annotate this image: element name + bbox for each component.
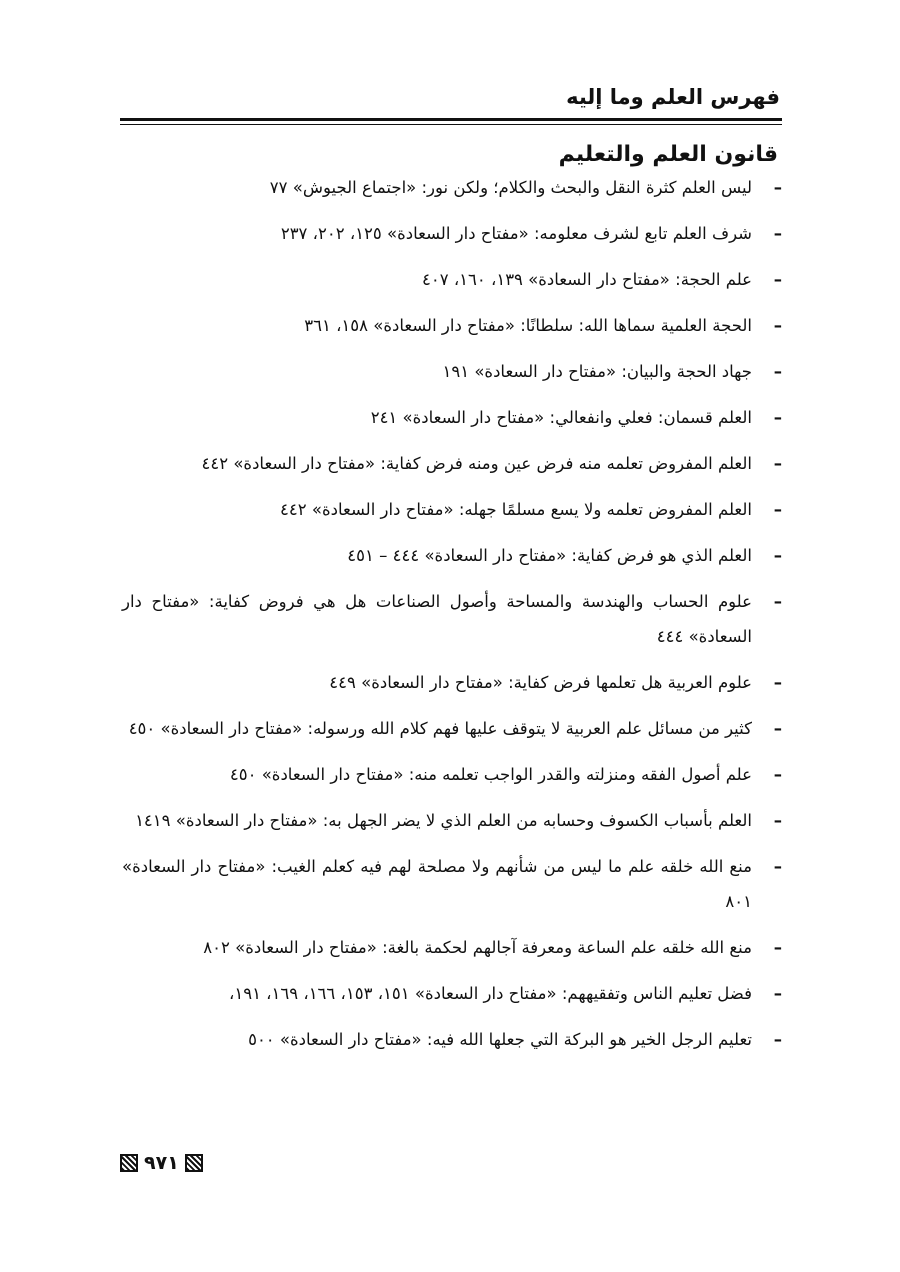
- entry-text: علم الحجة: «مفتاح دار السعادة» ١٣٩، ١٦٠، ٤٠٧: [421, 270, 752, 289]
- ornament-left-icon: [120, 1154, 138, 1172]
- entry-dash: –: [773, 224, 782, 243]
- index-entry: [122, 446, 782, 481]
- entry-dash: –: [773, 1030, 782, 1049]
- entry-text: علوم العربية هل تعلمها فرض كفاية: «مفتاح دار السعادة» ٤٤٩: [329, 673, 752, 692]
- entry-text: العلم الذي هو فرض كفاية: «مفتاح دار السعادة» ٤٤٤ – ٤٥١: [347, 546, 752, 565]
- header-rule-thin: [120, 124, 782, 125]
- index-entry: [122, 711, 782, 746]
- entry-text: العلم قسمان: فعلي وانفعالي: «مفتاح دار السعادة» ٢٤١: [370, 408, 752, 427]
- entry-text: علم أصول الفقه ومنزلته والقدر الواجب تعلمه منه: «مفتاح دار السعادة» ٤٥٠: [229, 765, 752, 784]
- entry-text: كثير من مسائل علم العربية لا يتوقف عليها فهم كلام الله ورسوله: «مفتاح دار السعادة» ٤٥٠: [128, 719, 752, 738]
- running-header-title: فهرس العلم وما إليه: [566, 85, 780, 109]
- entry-dash: –: [773, 592, 782, 611]
- index-entry: [122, 262, 782, 297]
- entry-text: جهاد الحجة والبيان: «مفتاح دار السعادة» ١٩١: [442, 362, 752, 381]
- entry-dash: –: [773, 408, 782, 427]
- entry-dash: –: [773, 178, 782, 197]
- index-entry: [122, 400, 782, 435]
- entry-dash: –: [773, 938, 782, 957]
- entry-dash: –: [773, 811, 782, 830]
- index-entry: [122, 492, 782, 527]
- index-entry: [122, 584, 782, 654]
- index-entry: [122, 665, 782, 700]
- entry-dash: –: [773, 857, 782, 876]
- index-entry: [122, 849, 782, 919]
- entry-text: شرف العلم تابع لشرف معلومه: «مفتاح دار السعادة» ١٢٥، ٢٠٢، ٢٣٧: [280, 224, 752, 243]
- entry-dash: –: [773, 454, 782, 473]
- entry-text: العلم المفروض تعلمه منه فرض عين ومنه فرض كفاية: «مفتاح دار السعادة» ٤٤٢: [201, 454, 752, 473]
- entry-dash: –: [773, 546, 782, 565]
- entry-dash: –: [773, 765, 782, 784]
- ornament-right-icon: [185, 1154, 203, 1172]
- entry-text: العلم بأسباب الكسوف وحسابه من العلم الذي لا يضر الجهل به: «مفتاح دار السعادة» ١٤١٩: [135, 811, 752, 830]
- index-entry: [122, 354, 782, 389]
- entry-dash: –: [773, 316, 782, 335]
- entry-text: علوم الحساب والهندسة والمساحة وأصول الصناعات هل هي فروض كفاية: «مفتاح دار السعادة» ٤٤٤: [122, 592, 752, 646]
- entry-text: منع الله خلقه علم الساعة ومعرفة آجالهم لحكمة بالغة: «مفتاح دار السعادة» ٨٠٢: [203, 938, 752, 957]
- entry-text: فضل تعليم الناس وتفقيههم: «مفتاح دار السعادة» ١٥١، ١٥٣، ١٦٦، ١٦٩، ١٩١،: [229, 984, 752, 1003]
- entry-dash: –: [773, 500, 782, 519]
- entry-dash: –: [773, 270, 782, 289]
- entry-text: تعليم الرجل الخير هو البركة التي جعلها الله فيه: «مفتاح دار السعادة» ٥٠٠: [248, 1030, 752, 1049]
- index-entry: [122, 757, 782, 792]
- index-entry: [122, 538, 782, 573]
- entry-text: العلم المفروض تعلمه ولا يسع مسلمًا جهله: «مفتاح دار السعادة» ٤٤٢: [280, 500, 752, 519]
- index-entry: [122, 1022, 782, 1057]
- index-entry: [122, 170, 782, 205]
- section-title: قانون العلم والتعليم: [558, 142, 778, 167]
- entry-text: الحجة العلمية سماها الله: سلطانًا: «مفتاح دار السعادة» ١٥٨، ٣٦١: [304, 316, 752, 335]
- entry-dash: –: [773, 984, 782, 1003]
- entry-text: منع الله خلقه علم ما ليس من شأنهم ولا مصلحة لهم فيه كعلم الغيب: «مفتاح دار السعادة» ٨٠١: [122, 857, 752, 911]
- index-entry: [122, 930, 782, 965]
- entry-dash: –: [773, 362, 782, 381]
- entry-dash: –: [773, 719, 782, 738]
- index-entry: [122, 976, 782, 1011]
- index-entry: [122, 308, 782, 343]
- header-rule-thick: [120, 118, 782, 121]
- page-number: ٩٧١: [144, 1152, 179, 1174]
- index-entry-list: [122, 170, 782, 1068]
- entry-dash: –: [773, 673, 782, 692]
- index-entry: [122, 803, 782, 838]
- entry-text: ليس العلم كثرة النقل والبحث والكلام؛ ولكن نور: «اجتماع الجيوش» ٧٧: [269, 178, 752, 197]
- index-entry: [122, 216, 782, 251]
- page-number-block: [120, 1152, 203, 1174]
